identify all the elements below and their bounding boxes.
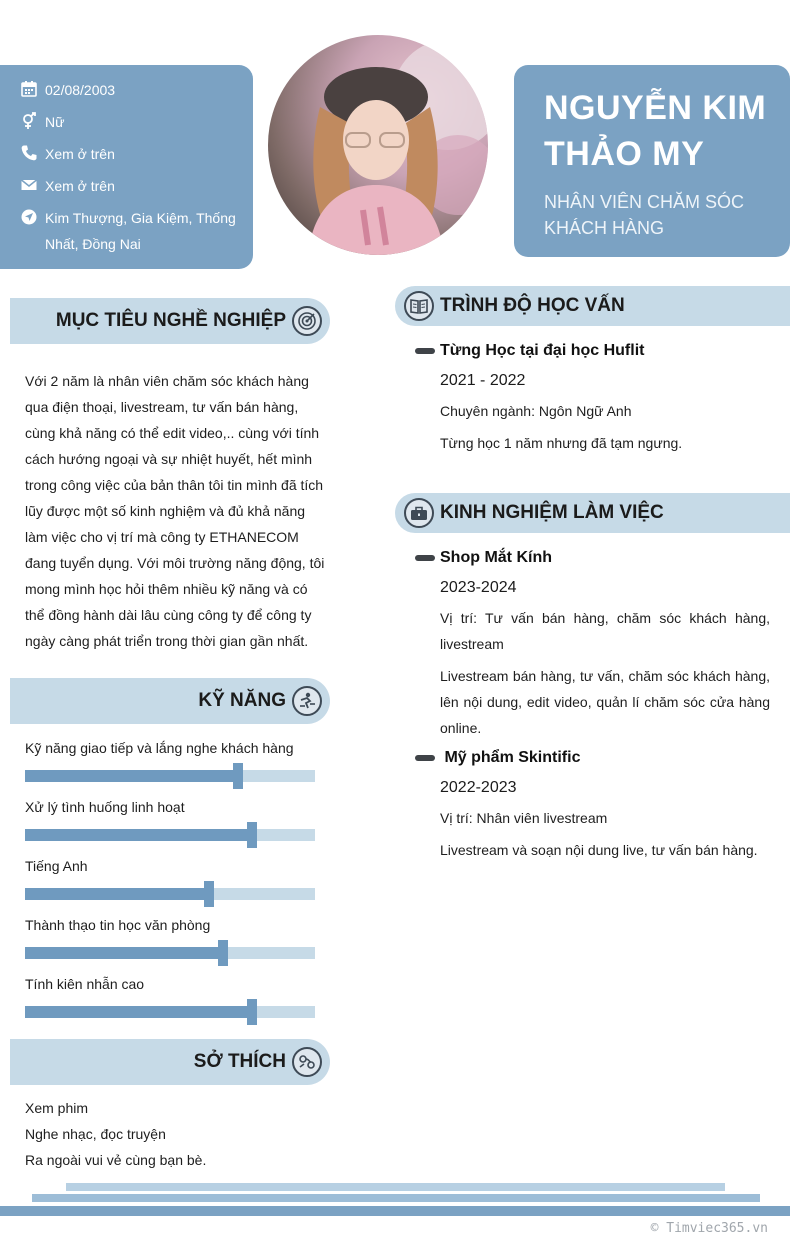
target-icon: [292, 306, 322, 336]
copyright-text: © Timviec365.vn: [650, 1221, 768, 1236]
skills-title: KỸ NĂNG: [198, 690, 286, 711]
skill-item: [25, 797, 315, 841]
hobbies-title: SỞ THÍCH: [193, 1051, 286, 1072]
education-school: Từng Học tại đại học Huflit: [440, 342, 645, 359]
hobby-icon: [292, 1047, 322, 1077]
skill-item: [25, 974, 315, 1018]
skill-bar-marker: [218, 940, 228, 966]
location-icon: [20, 208, 38, 226]
education-period: 2021 - 2022: [440, 372, 526, 389]
bullet-dash: [415, 348, 435, 354]
skill-item: [25, 915, 315, 959]
skill-bar: [25, 770, 315, 782]
bullet-dash: [415, 555, 435, 561]
experience-position: Vị trí: Nhân viên livestream: [440, 810, 608, 826]
skill-bar-marker: [204, 881, 214, 907]
birthdate-text: 02/08/2003: [45, 82, 116, 98]
experience-company: Mỹ phẩm Skintific: [440, 749, 581, 766]
experience-entry: [415, 747, 770, 863]
experience-company: Shop Mắt Kính: [440, 549, 552, 566]
profile-photo: [268, 35, 488, 255]
education-note: Từng học 1 năm nhưng đã tạm ngưng.: [440, 435, 683, 451]
phone-icon: [20, 144, 38, 162]
bullet-dash: [415, 755, 435, 761]
skill-bar: [25, 1006, 315, 1018]
briefcase-icon: [404, 498, 434, 528]
skill-bar: [25, 947, 315, 959]
gender-text: Nữ: [45, 114, 65, 130]
skill-bar-marker: [233, 763, 243, 789]
experience-description: Livestream và soạn nội dung live, tư vấn bán hàng.: [440, 842, 758, 858]
experience-period: 2022-2023: [440, 779, 517, 796]
footer-line: [0, 1206, 790, 1216]
skill-label: Tính kiên nhẫn cao: [25, 976, 145, 992]
skill-bar-fill: [25, 1006, 251, 1018]
contact-box: [0, 65, 253, 269]
objective-title: MỤC TIÊU NGHỀ NGHIỆP: [55, 310, 286, 331]
experience-position: Vị trí: Tư vấn bán hàng, chăm sóc khách hàng, livestream: [440, 610, 770, 652]
skill-item: [25, 856, 315, 900]
hobbies-list: [25, 1095, 206, 1173]
footer-line: [32, 1194, 760, 1202]
experience-company-row: [415, 547, 770, 569]
skills-header: [10, 678, 330, 724]
calendar-icon: [20, 80, 38, 98]
experience-description: Livestream bán hàng, tư vấn, chăm sóc khách hàng, lên nội dung, edit video, quản lí chăm sóc cửa hàng online.: [440, 668, 770, 736]
hobby-item: Ra ngoài vui vẻ cùng bạn bè.: [25, 1152, 207, 1168]
experience-title: KINH NGHIỆM LÀM VIỆC: [440, 502, 664, 523]
candidate-name: NGUYỄN KIM THẢO MY: [544, 89, 767, 173]
footer-line: [66, 1183, 725, 1191]
experience-company-row: [415, 747, 770, 769]
skill-bar-fill: [25, 829, 251, 841]
gender-icon: [20, 112, 38, 130]
name-box: [514, 65, 790, 257]
skill-bar-fill: [25, 770, 237, 782]
skill-bar-fill: [25, 888, 208, 900]
experience-entry: [415, 547, 770, 741]
experience-period: 2023-2024: [440, 579, 517, 596]
education-school-row: [415, 340, 770, 362]
contact-email: [20, 173, 239, 199]
skill-bar-marker: [247, 999, 257, 1025]
job-title: NHÂN VIÊN CHĂM SÓC KHÁCH HÀNG: [544, 192, 745, 238]
email-text: Xem ở trên: [45, 178, 115, 194]
skill-label: Kỹ năng giao tiếp và lắng nghe khách hàng: [25, 740, 294, 756]
mail-icon: [20, 176, 38, 194]
hobbies-header: [10, 1039, 330, 1085]
objective-header: [10, 298, 330, 344]
skill-bar-fill: [25, 947, 222, 959]
education-header: [395, 286, 790, 326]
skill-bar-marker: [247, 822, 257, 848]
education-title: TRÌNH ĐỘ HỌC VẤN: [440, 295, 625, 316]
phone-text: Xem ở trên: [45, 146, 115, 162]
hobby-item: Nghe nhạc, đọc truyện: [25, 1126, 166, 1142]
skill-bar: [25, 829, 315, 841]
hobby-item: Xem phim: [25, 1100, 89, 1116]
skill-item: [25, 738, 315, 782]
skill-icon: [292, 686, 322, 716]
skill-label: Tiếng Anh: [25, 858, 88, 874]
experience-header: [395, 493, 790, 533]
education-entry: [415, 340, 770, 456]
education-major: Chuyên ngành: Ngôn Ngữ Anh: [440, 403, 632, 419]
skill-label: Xử lý tình huống linh hoạt: [25, 799, 185, 815]
contact-birthdate: [20, 77, 239, 103]
address-text: Kim Thượng, Gia Kiệm, Thống Nhất, Đồng Nai: [45, 210, 236, 252]
skill-bar: [25, 888, 315, 900]
skill-label: Thành thạo tin học văn phòng: [25, 917, 211, 933]
book-icon: [404, 291, 434, 321]
contact-address: [20, 205, 239, 257]
contact-phone: [20, 141, 239, 167]
objective-text: Với 2 năm là nhân viên chăm sóc khách hàng qua điện thoại, livestream, tư vấn bán hàng, cùng khả năng có thể edit video,.. cùng với tính cách hướng ngoại và sự nhiệt huyết, hết mình trong công việc của bản thân tôi tin mình đã tích lũy được một số kinh nghiệm và đủ khả năng làm việc cho vị trí mà công ty ETHANECOM đang tuyển dụng. Với môi trường năng động, tôi mong mình học hỏi thêm nhiều kỹ năng và có thể đồng hành dài lâu cùng công ty để công ty ngày càng phát triển trong thời gian gần nhất.: [25, 373, 325, 649]
contact-gender: [20, 109, 239, 135]
